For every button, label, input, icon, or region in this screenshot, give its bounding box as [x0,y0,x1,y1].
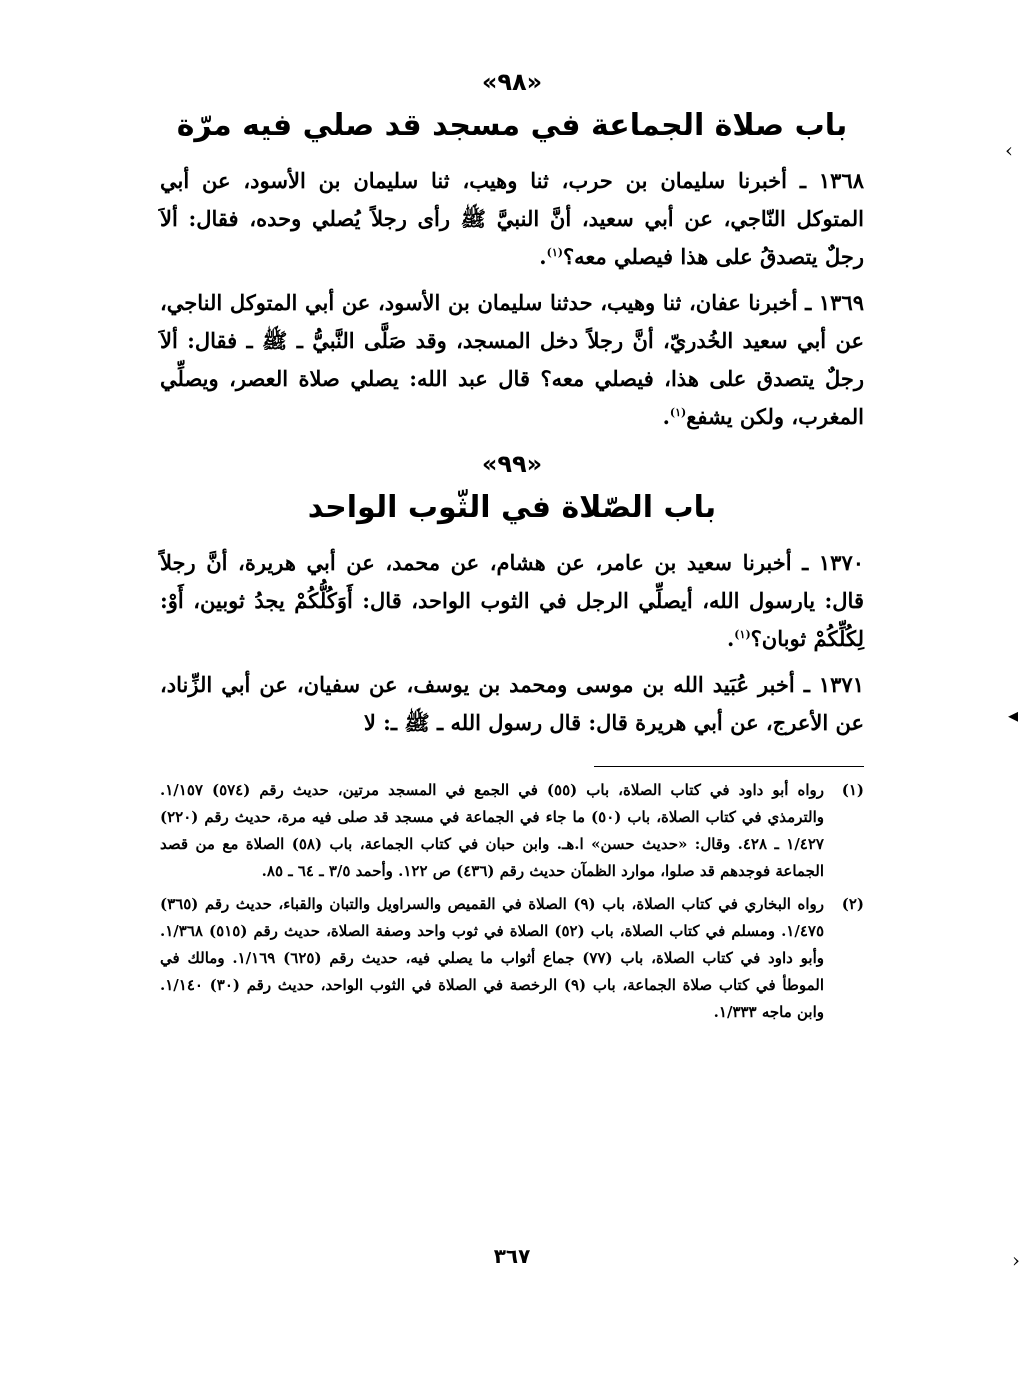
margin-mark-icon: ‹ [1005,138,1013,162]
margin-mark-icon: › [1012,1248,1020,1272]
footnote-divider [594,766,864,767]
hadith-paragraph: ١٣٦٨ ـ أخبرنا سليمان بن حرب، ثنا وهيب، ثنا سليمان بن الأسود، عن أبي المتوكل النّاجي، عن أبي سعيد، أنَّ النبيَّ ﷺ رأى رجلاً يُصلي وحده، فقال: ألاَ رجلٌ يتصدقُ على هذا فيصلي معه؟$^{(١)}$. [160,168,865,269]
footnote-text: رواه أبو داود في كتاب الصلاة، باب (٥٥) في الجمع في المسجد مرتين، حديث رقم (٥٧٤) ١/١٥٧. والترمذي في كتاب الصلاة، باب (٥٠) ما جاء في الجماعة في مسجد قد صلى فيه مرة، حديث رقم (٢٢٠) ١/٤٢٧ ـ ٤٢٨. وقال: «حديث حسن» ا.هـ. وابن حبان في كتاب الجماعة، باب (٥٨) الصلاة مع من قصد الجماعة فوجدهم قد صلوا، موارد الظمآن حديث رقم (٤٣٦) ص ١٢٢. وأحمد ٣/٥ ـ ٦٤ ـ ٨٥. [160,781,824,880]
section-number: «٩٩» [481,450,543,478]
footnote-ref: (١) [734,628,751,641]
footnote-ref: (١) [669,406,687,419]
footnote-ref: (١) [546,246,563,259]
section-title: باب الصّلاة في الثّوب الواحد [307,490,717,525]
hadith-number: ١٣٧١ [818,672,864,697]
footnote-number: (٢) [841,895,864,913]
section-number: «٩٨» [481,68,543,96]
hadith-paragraph: ١٣٧١ ـ أخبر عُبَيد الله بن موسى ومحمد بن يوسف، عن سفيان، عن أبي الزِّناد، عن الأعرج، عن أبي هريرة قال: قال رسول الله ـ ﷺ ـ: لا [160,672,864,735]
page-body [160,62,864,1032]
hadith-text: أخبر عُبَيد الله بن موسى ومحمد بن يوسف، عن سفيان، عن أبي الزِّناد، عن الأعرج، عن أبي هريرة قال: قال رسول الله ـ ﷺ ـ: لا [160,672,864,735]
footnote-number: (١) [841,781,864,799]
page-number: ٣٦٧ [493,1244,531,1268]
footnote [160,777,864,885]
hadith-paragraph: ١٣٧٠ ـ أخبرنا سعيد بن عامر، عن هشام، عن محمد، عن أبي هريرة، أنَّ رجلاً قال: يارسول الله، أيصلِّي الرجل في الثوب الواحد، قال: أَوَكُلُّكُمْ يجدُ ثوبين، أَوْ: لِكُلِّكُمْ ثوبان؟$^{(١)}$. [160,550,865,651]
section-title: باب صلاة الجماعة في مسجد قد صلي فيه مرّة [176,108,848,143]
footnote [160,891,864,1026]
footnote-text: رواه البخاري في كتاب الصلاة، باب (٩) الصلاة في القميص والسراويل والتبان والقباء، حديث رقم (٣٦٥) ١/٤٧٥. ومسلم في كتاب الصلاة، باب (٥٢) الصلاة في ثوب واحد وصفة الصلاة، حديث رقم (٥١٥) ١/٣٦٨. وأبو داود في كتاب الصلاة، باب (٧٧) جماع أثواب ما يصلي فيه، حديث رقم (٦٢٥) ١/١٦٩. ومالك في الموطأ في كتاب صلاة الجماعة، باب (٩) الرخصة في الصلاة في الثوب الواحد، حديث رقم (٣٠) ١/١٤٠. وابن ماجه ١/٣٣٣. [160,895,825,1021]
hadith-number: ١٣٧٠ [818,550,865,575]
margin-mark-icon: ◂ [1008,703,1019,727]
hadith-text: أخبرنا عفان، ثنا وهيب، حدثنا سليمان بن الأسود، عن أبي المتوكل الناجي، عن أبي سعيد الخُدريّ، أنَّ رجلاً دخل المسجد، وقد صَلَّى النَّبيُّ ـ ﷺ ـ فقال: ألاَ رجلٌ يتصدق على هذا، فيصلي معه؟ قال عبد الله: يصلي صلاة العصر، ويصلِّي المغرب، ولكن يشفع [160,290,864,429]
hadith-paragraph: ١٣٦٩ ـ أخبرنا عفان، ثنا وهيب، حدثنا سليمان بن الأسود، عن أبي المتوكل الناجي، عن أبي سعيد الخُدريّ، أنَّ رجلاً دخل المسجد، وقد صَلَّى النَّبيُّ ـ ﷺ ـ فقال: ألاَ رجلٌ يتصدق على هذا، فيصلي معه؟ قال عبد الله: يصلي صلاة العصر، ويصلِّي المغرب، ولكن يشفع$^{(١)}$. [160,290,865,429]
hadith-text: أخبرنا سعيد بن عامر، عن هشام، عن محمد، عن أبي هريرة، أنَّ رجلاً قال: يارسول الله، أيصلِّي الرجل في الثوب الواحد، قال: أَوَكُلُّكُمْ يجدُ ثوبين، أَوْ: لِكُلِّكُمْ ثوبان؟ [160,550,864,651]
hadith-number: ١٣٦٨ [818,168,865,193]
hadith-text: أخبرنا سليمان بن حرب، ثنا وهيب، ثنا سليمان بن الأسود، عن أبي المتوكل النّاجي، عن أبي سعيد، أنَّ النبيَّ ﷺ رأى رجلاً يُصلي وحده، فقال: ألاَ رجلٌ يتصدقُ على هذا فيصلي معه؟ [160,168,864,269]
hadith-number: ١٣٦٩ [818,290,865,315]
